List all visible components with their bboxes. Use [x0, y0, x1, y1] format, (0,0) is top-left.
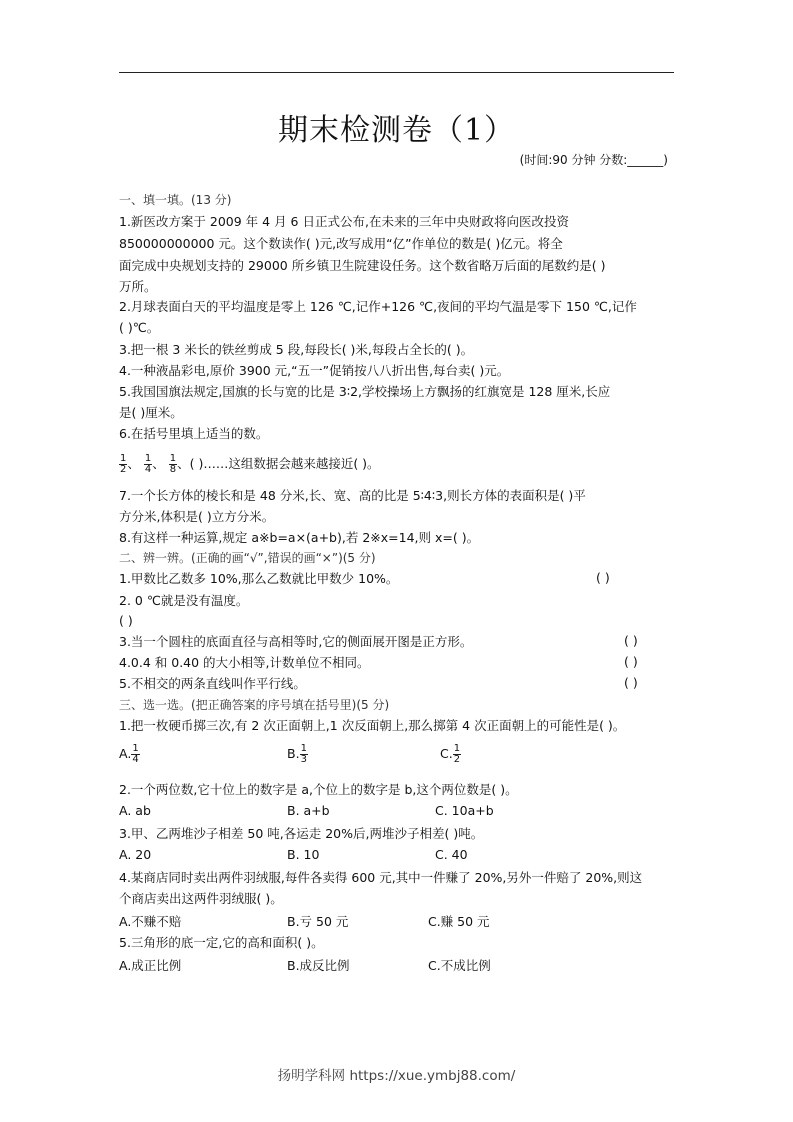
q1-line: 7.一个长方体的棱长和是 48 分米,长、宽、高的比是 5∶4∶3,则长方体的表面积是( )平	[119, 488, 586, 503]
q1-line: 3.把一根 3 米长的铁丝剪成 5 段,每段长( )米,每段占全长的( )。	[119, 342, 474, 357]
q1-line: 4.一种液晶彩电,原价 3900 元,“五一”促销按八八折出售,每台卖( )元。	[119, 363, 510, 378]
option-a: A. 20	[119, 847, 152, 862]
q2-line: 5.不相交的两条直线叫作平行线。	[119, 676, 306, 691]
option-c: C. $\frac{1}{2}$	[440, 743, 461, 765]
exam-meta: (时间:90 分钟 分数:______)	[519, 153, 668, 167]
option-b: B. $\frac{1}{3}$	[287, 743, 307, 765]
q1-line: 8.有这样一种运算,规定 a※b=a×(a+b),若 2※x=14,则 x=( )。	[119, 530, 480, 545]
q2-line: 4.0.4 和 0.40 的大小相等,计数单位不相同。	[119, 655, 370, 670]
section-heading-choose: 三、选一选。(把正确答案的序号填在括号里)(5 分)	[119, 698, 390, 712]
page-title: 期末检测卷（1）	[277, 113, 516, 148]
q1-line: 1.新医改方案于 2009 年 4 月 6 日正式公布,在未来的三年中央财政将向医改投资	[119, 214, 569, 229]
q2-line: ( )	[119, 613, 133, 628]
q1-fraction-sequence: $\frac{1}{2}$ 、 $\frac{1}{4}$ 、 $\frac{1}{8}$ 、( )……这组数据会越来越接近( )。	[120, 453, 380, 475]
section-heading-judge: 二、辨一辨。(正确的画“√”,错误的画“×”)(5 分)	[119, 551, 376, 565]
q1-line: 2.月球表面白天的平均温度是零上 126 ℃,记作+126 ℃,夜间的平均气温是零下 150 ℃,记作	[119, 299, 637, 314]
q2-line: 1.甲数比乙数多 10%,那么乙数就比甲数少 10%。	[119, 571, 399, 586]
q1-line: 是( )厘米。	[119, 405, 183, 420]
fraction: $\frac{1}{8}$	[169, 453, 177, 475]
q3-line: 4.某商店同时卖出两件羽绒服,每件各卖得 600 元,其中一件赚了 20%,另外一件赔了 20%,则这	[119, 870, 643, 885]
answer-paren: ( )	[624, 675, 638, 690]
q1-line: 万所。	[119, 279, 157, 294]
option-c: C.不成比例	[428, 958, 491, 973]
q1-line: 方分米,体积是( )立方分米。	[119, 509, 275, 524]
answer-paren: ( )	[624, 633, 638, 648]
answer-paren: ( )	[596, 570, 610, 585]
q3-line: 1.把一枚硬币掷三次,有 2 次正面朝上,1 次反面朝上,那么掷第 4 次正面朝上的可能性是( )。	[119, 718, 626, 733]
footer-watermark: 扬明学科网 https://xue.ymbj88.com/	[277, 1068, 516, 1084]
q2-line: 3.当一个圆柱的底面直径与高相等时,它的侧面展开图是正方形。	[119, 634, 473, 649]
option-a: A.不赚不赔	[119, 914, 182, 929]
option-c: C. 10a+b	[435, 803, 494, 818]
option-a: A.成正比例	[119, 958, 182, 973]
q1-line: 5.我国国旗法规定,国旗的长与宽的比是 3∶2,学校操场上方飘扬的红旗宽是 128 厘米,长应	[119, 384, 611, 399]
option-a: A. $\frac{1}{4}$	[119, 743, 139, 765]
option-a: A. ab	[119, 803, 151, 818]
option-b: B.成反比例	[287, 958, 350, 973]
q1-line: ( )℃。	[119, 320, 160, 335]
q3-line: 个商店卖出这两件羽绒服( )。	[119, 891, 283, 906]
q1-line: 6.在括号里填上适当的数。	[119, 426, 269, 441]
q1-line: 850000000000 元。这个数读作( )元,改写成用“亿”作单位的数是( )亿元。将全	[119, 236, 563, 251]
header-rule	[119, 72, 674, 73]
section-heading-fill: 一、填一填。(13 分)	[119, 193, 232, 207]
answer-paren: ( )	[624, 654, 638, 669]
q2-line: 2. 0 ℃就是没有温度。	[119, 593, 249, 608]
q1-line: 面完成中央规划支持的 29000 所乡镇卫生院建设任务。这个数省略万后面的尾数约是( )	[119, 258, 606, 273]
option-c: C. 40	[435, 847, 468, 862]
option-b: B. 10	[287, 847, 320, 862]
option-c: C.赚 50 元	[428, 914, 490, 929]
option-b: B.亏 50 元	[287, 914, 349, 929]
option-b: B. a+b	[287, 803, 330, 818]
q3-line: 2.一个两位数,它十位上的数字是 a,个位上的数字是 b,这个两位数是( )。	[119, 782, 518, 797]
q3-line: 3.甲、乙两堆沙子相差 50 吨,各运走 20%后,两堆沙子相差( )吨。	[119, 826, 484, 841]
fraction: $\frac{1}{4}$	[144, 453, 152, 475]
q3-line: 5.三角形的底一定,它的高和面积( )。	[119, 935, 324, 950]
fraction: $\frac{1}{2}$	[120, 453, 127, 475]
